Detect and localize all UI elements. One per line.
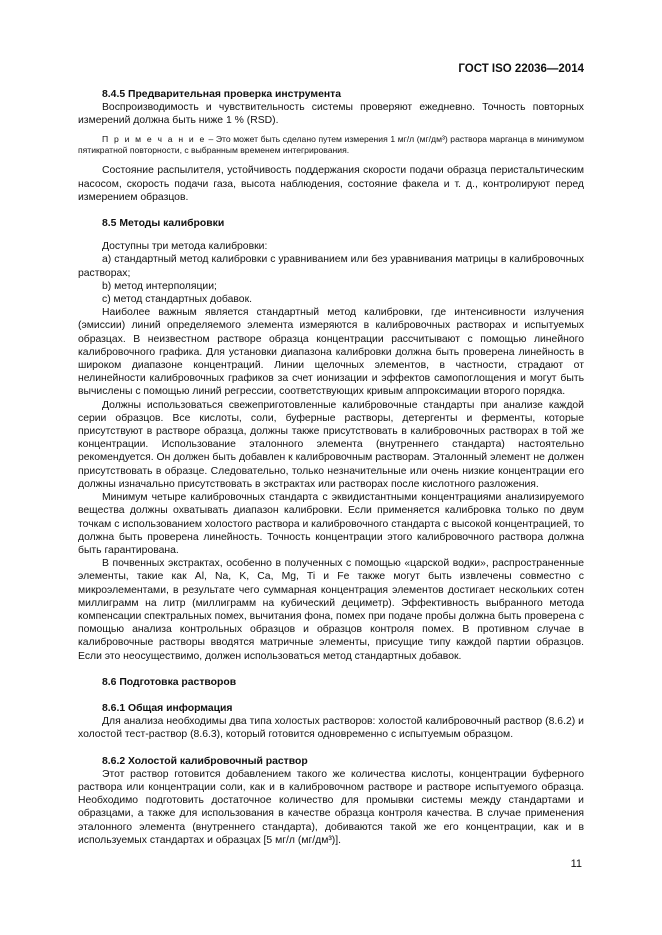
note-text: – Это может быть сделано путем измерения 1 мг/л (мг/дм³) раствора марганца в минимумом пятикратной повторности, с выбранным временем интегрирования. [78,133,584,156]
section-heading-8-6-2: 8.6.2 Холостой калибровочный раствор [102,755,308,767]
paragraph: Минимум четыре калибровочных стандарта с эквидистантными концентрациями анализируемого вещества должны охватывать диапазон калибровки. Если применяется калибровка только по двум точкам с использованием холостого раствора и калибровочного стандарта с высокой концентрацией, то должна быть проверена линейность. Точность концентрации этого калибровочного раствора должна быть гарантирована. [78,492,584,556]
list-item: с) метод стандартных добавок. [102,294,253,306]
list-item: а) стандартный метод калибровки с уравниванием или без уравнивания матрицы в калибровочных растворах; [78,254,584,279]
paragraph: Состояние распылителя, устойчивость поддержания скорости подачи образца перистальтическим насосом, скорость подачи газа, высота наблюдения, состояние факела и т. д., контролируют перед измерением образцов. [78,165,584,203]
paragraph: Воспроизводимость и чувствительность системы проверяют ежедневно. Точность повторных измерений должна быть ниже 1 % (RSD). [78,102,584,127]
page-content [78,88,584,847]
document-code: ГОСТ ISO 22036—2014 [458,63,584,75]
section-heading-8-6-1: 8.6.1 Общая информация [102,702,233,714]
page-number: 11 [570,858,582,870]
section-heading-8-4-5: 8.4.5 Предварительная проверка инструмента [102,89,342,100]
list-item: b) метод интерполяции; [102,280,217,292]
section-heading-8-5: 8.5 Методы калибровки [102,218,225,230]
paragraph: Этот раствор готовится добавлением такого же количества кислоты, концентрации буферного раствора или концентрации соли, как и в калибровочном растворе и растворе испытуемого образца. Необходимо подготовить достаточное количество для промывки системы между стандартами и образцами, а также для использования в качестве образца контроля качества. В случае применения эталонного элемента (внутреннего стандарта), добиваются такой же его концентрации, как и в используемых стандартах и образцах [5 мг/л (мг/дм³)]. [78,768,584,846]
calibration-method-list [78,253,584,306]
paragraph: Доступны три метода калибровки: [102,241,268,253]
note-label: П р и м е ч а н и е [102,133,206,144]
paragraph: Наиболее важным является стандартный метод калибровки, где интенсивности излучения (эмиссии) линий определяемого элемента измеряются в калибровочных растворах и испытуемых образцах. В неизвестном растворе образца концентрации рассчитывают с помощью линейного калибровочного графика. Для установки диапазона калибровки должна быть проверена линейность в широком диапазоне концентраций. Линии щелочных элементов, в частности, страдают от нелинейности калибровочных графиков за счет ионизации и эффектов самопоглощения и могут быть вычислены с помощью линий регрессии, соответствующих кривым аппроксимации второго порядка. [78,307,584,398]
paragraph: Для анализа необходимы два типа холостых растворов: холостой калибровочный раствор (8.6.2) и холостой тест-раствор (8.6.3), который готовится одновременно с испытуемым образцом. [78,716,584,741]
paragraph: Должны использоваться свежеприготовленные калибровочные стандарты при анализе каждой серии образцов. Все кислоты, соли, буферные растворы, детергенты и ферменты, которые присутствуют в растворе образца, должны также присутствовать в калибровочных растворах в той же концентрации. Использование эталонного элемента (внутреннего стандарта) настоятельно рекомендуется. Он должен быть добавлен к калибровочным растворам. Эталонный элемент не должен присутствовать в образце. Следовательно, только незначительные или очень низкие концентрации его должны изначально присутствовать в экстрактах или растворах после кислотного разложения. [78,399,584,490]
section-heading-8-6: 8.6 Подготовка растворов [102,676,237,688]
paragraph: В почвенных экстрактах, особенно в полученных с помощью «царской водки», распространенные элементы, такие как Al, Na, K, Ca, Mg, Ti и Fe также могут быть извлечены совместно с микроэлементами, в результате чего суммарная концентрация элементов достигает нескольких сотен миллиграмм на литр (миллиграмм на кубический дециметр). Эффективность выбранного метода компенсации спектральных помех, вычитания фона, помех при подаче пробы должна быть проверена с помощью анализа контрольных образцов и образцов контроля помех. В противном случае в калибровочные растворы вводятся матричные элементы, присущие типу каждой партии образцов. Если это неосуществимо, должен использоваться метод стандартных добавок. [78,558,584,662]
note [78,134,584,157]
